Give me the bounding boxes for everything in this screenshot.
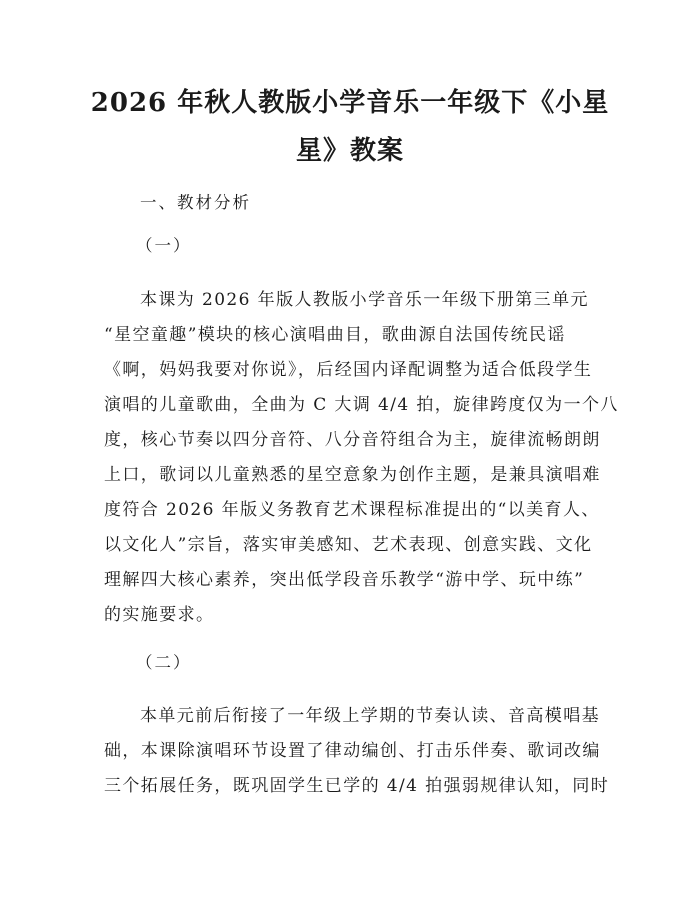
document-title-line-2: 星》教案 xyxy=(295,136,404,166)
document-title-line-1: 2026 年秋人教版小学音乐一年级下《小星 xyxy=(90,88,610,118)
subsection-heading-2: （二） xyxy=(136,653,192,672)
paragraph-2-line: 础，本课除演唱环节设置了律动编创、打击乐伴奏、歌词改编 xyxy=(104,741,601,761)
paragraph-1-line: “星空童趣”模块的核心演唱曲目，歌曲源自法国传统民谣 xyxy=(104,325,566,345)
paragraph-1-line: 上口，歌词以儿童熟悉的星空意象为创作主题，是兼具演唱难 xyxy=(104,465,601,485)
subsection-heading-1: （一） xyxy=(136,236,192,255)
paragraph-1-line: 《啊，妈妈我要对你说》，后经国内译配调整为适合低段学生 xyxy=(104,360,593,380)
paragraph-1-line: 理解四大核心素养，突出低学段音乐教学“游中学、玩中练” xyxy=(104,570,585,590)
paragraph-1-line: 度符合 2026 年版义务教育艺术课程标准提出的“以美育人、 xyxy=(104,500,600,520)
paragraph-2-line: 三个拓展任务，既巩固学生已学的 4/4 拍强弱规律认知，同时 xyxy=(104,776,610,796)
section-heading-textbook-analysis: 一、教材分析 xyxy=(140,193,251,212)
paragraph-1-line: 的实施要求。 xyxy=(104,605,215,625)
paragraph-1-line: 本课为 2026 年版人教版小学音乐一年级下册第三单元 xyxy=(140,290,589,310)
paragraph-1-line: 以文化人”宗旨，落实审美感知、艺术表现、创意实践、文化 xyxy=(104,535,593,555)
paragraph-2-line: 本单元前后衔接了一年级上学期的节奏认读、音高模唱基 xyxy=(140,706,600,726)
paragraph-1-line: 度，核心节奏以四分音符、八分音符组合为主，旋律流畅朗朗 xyxy=(104,430,601,450)
paragraph-1-line: 演唱的儿童歌曲，全曲为 C 大调 4/4 拍，旋律跨度仅为一个八 xyxy=(104,395,619,415)
